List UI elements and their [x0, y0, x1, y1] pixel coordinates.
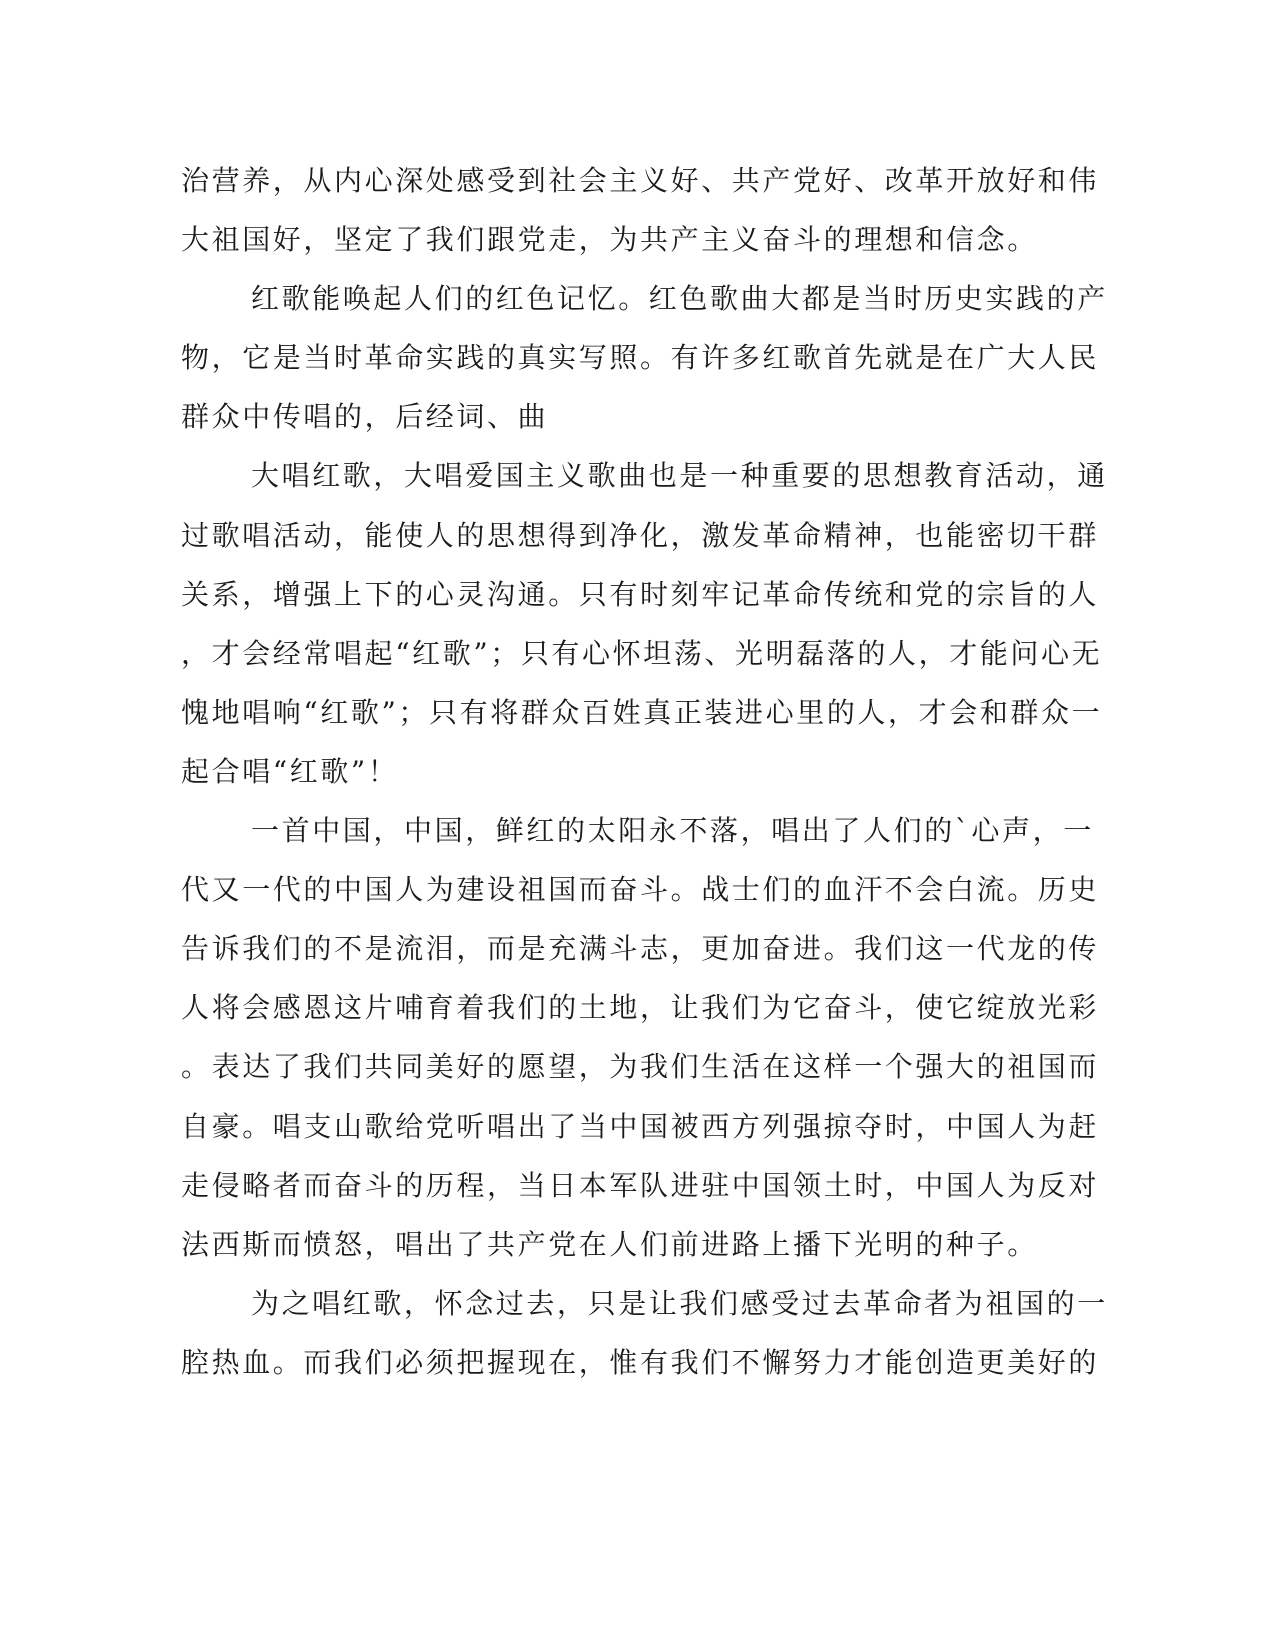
text-line: 自豪。唱支山歌给党听唱出了当中国被西方列强掠夺时，中国人为赶 [181, 1109, 1100, 1143]
text-line: 群众中传唱的，后经词、曲 [181, 400, 549, 434]
text-line: 关系，增强上下的心灵沟通。只有时刻牢记革命传统和党的宗旨的人 [181, 577, 1100, 611]
text-line: 走侵略者而奋斗的历程，当日本军队进驻中国领土时，中国人为反对 [181, 1168, 1100, 1202]
text-line: 红歌能唤起人们的红色记忆。红色歌曲大都是当时历史实践的产 [251, 282, 1108, 316]
text-line: 告诉我们的不是流泪，而是充满斗志，更加奋进。我们这一代龙的传 [181, 932, 1100, 966]
text-line: 愧地唱响“红歌”；只有将群众百姓真正装进心里的人，才会和群众一 [181, 695, 1103, 729]
text-line: 。表达了我们共同美好的愿望，为我们生活在这样一个强大的祖国而 [181, 1050, 1100, 1084]
text-line: 大祖国好，坚定了我们跟党走，为共产主义奋斗的理想和信念。 [181, 223, 1038, 257]
text-line: 起合唱“红歌”！ [181, 754, 399, 788]
text-line: 代又一代的中国人为建设祖国而奋斗。战士们的血汗不会白流。历史 [181, 873, 1100, 907]
body-text [181, 156, 1108, 1397]
text-line: 人将会感恩这片哺育着我们的土地，让我们为它奋斗，使它绽放光彩 [181, 991, 1100, 1025]
text-line: 过歌唱活动，能使人的思想得到净化，激发革命精神，也能密切干群 [181, 518, 1100, 552]
text-line: 为之唱红歌，怀念过去，只是让我们感受过去革命者为祖国的一 [251, 1286, 1108, 1320]
text-line: 大唱红歌，大唱爱国主义歌曲也是一种重要的思想教育活动，通 [251, 459, 1108, 493]
text-line: 法西斯而愤怒，唱出了共产党在人们前进路上播下光明的种子。 [181, 1227, 1038, 1261]
text-line: ，才会经常唱起“红歌”；只有心怀坦荡、光明磊落的人，才能问心无 [181, 636, 1103, 670]
text-line: 腔热血。而我们必须把握现在，惟有我们不懈努力才能创造更美好的 [181, 1345, 1100, 1379]
text-line: 治营养，从内心深处感受到社会主义好、共产党好、改革开放好和伟 [181, 164, 1100, 197]
text-line: 一首中国，中国，鲜红的太阳永不落，唱出了人们的`心声，一 [251, 814, 1094, 848]
text-line: 物，它是当时革命实践的真实写照。有许多红歌首先就是在广大人民 [181, 341, 1100, 375]
